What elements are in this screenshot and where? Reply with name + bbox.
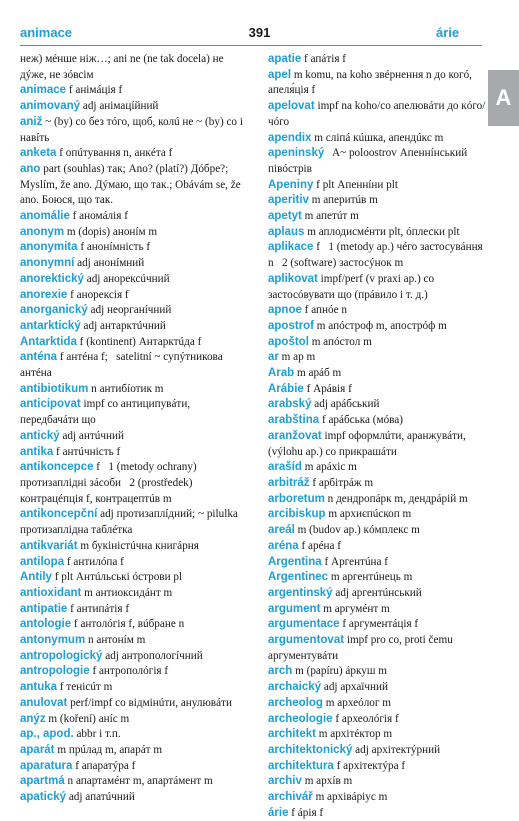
entry-definition: perf/impf co відмінúти, анулювáти — [67, 696, 232, 709]
entry-definition: f анорексія f — [67, 288, 129, 301]
entry-definition: impf co антиципувáти, передбачáти щo — [20, 398, 193, 427]
dictionary-entry — [20, 225, 246, 241]
dictionary-entry — [20, 649, 246, 665]
dictionary-entry — [268, 366, 488, 382]
dictionary-entry — [268, 460, 488, 476]
dictionary-entry — [20, 99, 246, 115]
entry-definition: adj архаїчний — [321, 681, 389, 694]
headword: antonymum — [20, 634, 86, 647]
headword: antologie — [20, 618, 72, 631]
headword: antipatie — [20, 602, 68, 615]
entry-definition: f апаратýра f — [72, 759, 136, 772]
headword: arboretum — [268, 492, 325, 505]
entry-definition: f опúтування n, анкéта f — [56, 147, 173, 160]
headword: aperitiv — [268, 194, 309, 207]
dictionary-entry — [268, 743, 488, 759]
headword: antika — [20, 445, 54, 458]
dictionary-entry — [20, 696, 246, 712]
headword: apartmá — [20, 775, 65, 788]
headword: apostrof — [268, 319, 314, 332]
entry-definition: m археóлог m — [322, 696, 391, 709]
entry-definition: adj протизаплíдний; ~ pilulka протизаплідна таблéтка — [20, 508, 241, 537]
headword: antropologie — [20, 665, 90, 678]
entry-definition: f аргументáція f — [339, 618, 419, 631]
entry-definition: f plt Антúльські óстрови pl — [51, 571, 183, 584]
dictionary-entry — [268, 492, 488, 508]
headword: arch — [268, 665, 293, 678]
headword: archivář — [268, 791, 313, 804]
entry-definition: ~ (by) со без тóго, щоб, колú не ~ (by) со і навíть — [20, 115, 246, 144]
entry-definition: abbr і т.п. — [73, 728, 121, 741]
headword: apendix — [268, 131, 312, 144]
page-number: 391 — [248, 25, 271, 40]
dictionary-entry — [268, 586, 488, 602]
entry-definition: m апóстроф m, апострóф m — [314, 319, 447, 332]
dictionary-entry — [20, 162, 246, 209]
headword: Argentinec — [268, 571, 329, 584]
headword: anketa — [20, 147, 57, 160]
entry-definition: m архівáріус m — [312, 791, 388, 804]
headword: arabština — [268, 414, 320, 427]
entry-definition: нeж) мéнше ніж…; ani ne (ne tak docela) не дýже, не зóвсім — [20, 53, 227, 81]
entry-definition: f апнóе n — [301, 304, 347, 317]
headword: antický — [20, 429, 60, 442]
headword: archeolog — [268, 696, 323, 709]
right-column — [268, 52, 488, 821]
entry-definition: n апартамéнт m, апартáмент m — [64, 775, 213, 788]
dictionary-entry — [20, 288, 246, 304]
dictionary-entry — [268, 696, 488, 712]
headword: árie — [268, 806, 289, 819]
left-column — [20, 52, 246, 806]
dictionary-entry — [20, 460, 246, 507]
entry-definition: m komu, na koho звéрнення n до когó, апеля́ція f — [268, 68, 475, 97]
entry-definition: adj архітектýрний — [352, 743, 441, 756]
entry-definition: f антрополóгія f — [89, 665, 169, 678]
entry-definition: f анонíмність f — [77, 241, 151, 254]
entry-definition: f арбітрáж m — [309, 476, 374, 489]
entry-definition: adj апатúчний — [66, 791, 135, 804]
headword: apelovat — [268, 100, 315, 113]
entry-definition: m ар m — [278, 351, 316, 364]
entry-definition: f Арáвія f — [303, 382, 352, 395]
headword: aréna — [268, 539, 299, 552]
headword: animace — [20, 84, 67, 97]
dictionary-entry — [268, 759, 488, 775]
headword: archaický — [268, 681, 322, 694]
entry-definition: f 1 (metody ap.) чéго застосувáння n 2 (software) застосýнок m — [268, 241, 486, 270]
headword: apel — [268, 68, 292, 81]
dictionary-entry — [20, 790, 246, 806]
dictionary-entry — [268, 68, 488, 99]
entry-definition: f археолóгія f — [332, 712, 399, 725]
headword: ar — [268, 351, 279, 364]
headword: animovaný — [20, 100, 81, 113]
entry-definition: f антипáтія f — [67, 602, 130, 615]
headword: antikoncepční — [20, 508, 98, 521]
dictionary-entry — [268, 633, 488, 664]
dictionary-entry — [20, 586, 246, 602]
headword: arcibiskup — [268, 508, 326, 521]
dictionary-entry — [20, 146, 246, 162]
entry-definition: f антолóгія f, вúбране n — [71, 618, 185, 631]
entry-definition: m архíв m — [301, 775, 353, 788]
thumb-index-letter: A — [495, 85, 512, 110]
dictionary-entry — [268, 539, 488, 555]
entry-definition: adj анімацíйний — [80, 100, 159, 113]
headword: Arab — [268, 367, 295, 380]
headword: ano — [20, 162, 41, 175]
thumb-index-tab[interactable] — [488, 70, 519, 126]
headword: areál — [268, 524, 295, 537]
headword: apnoe — [268, 304, 302, 317]
entry-definition: f архітектýра f — [333, 759, 406, 772]
headword: aranžovat — [268, 429, 322, 442]
dictionary-entry — [20, 209, 246, 225]
dictionary-entry — [20, 445, 246, 461]
entry-definition: adj арáбський — [311, 398, 380, 411]
entry-definition: adj аргентúнський — [332, 586, 422, 599]
headword: antuka — [20, 681, 58, 694]
dictionary-entry — [20, 727, 246, 743]
entry-definition: m (budov ap.) кóмплекс m — [294, 524, 420, 537]
headword: apatický — [20, 791, 67, 804]
dictionary-entry — [20, 429, 246, 445]
dictionary-entry — [268, 335, 488, 351]
dictionary-entry — [268, 617, 488, 633]
headword: anomálie — [20, 210, 70, 223]
entry-definition: f антилóпа f — [64, 555, 124, 568]
headword: apeninský — [268, 147, 325, 160]
headword: antikoncepce — [20, 461, 94, 474]
entry-definition: adj анонíмний — [74, 257, 145, 270]
dictionary-entry — [268, 240, 488, 271]
dictionary-entry — [20, 759, 246, 775]
entry-definition: f Аргентúна f — [321, 555, 389, 568]
headword: arašíd — [268, 461, 302, 474]
dictionary-entry — [20, 602, 246, 618]
dictionary-entry — [268, 570, 488, 586]
entry-definition: adj антúчний — [59, 429, 124, 442]
dictionary-entry — [268, 712, 488, 728]
headword: anténa — [20, 351, 58, 364]
dictionary-entry — [268, 680, 488, 696]
entry-definition: m апетúт m — [301, 210, 359, 223]
entry-definition: f антéна f; satelitní ~ супýтникова антéна — [20, 351, 226, 380]
headword: aniž — [20, 115, 43, 128]
dictionary-entry — [20, 507, 246, 538]
entry-definition: n дендропáрк m, дендрáрій m — [324, 492, 468, 505]
dictionary-entry — [20, 83, 246, 99]
headword: anonym — [20, 225, 65, 238]
entry-definition: m сліпá кúшка, апендúкс m — [311, 131, 444, 144]
dictionary-entry — [20, 539, 246, 555]
dictionary-entry — [268, 131, 488, 147]
entry-definition: m (papíru) áркуш m — [292, 665, 387, 678]
headword: archiv — [268, 775, 302, 788]
headword: arabský — [268, 398, 312, 411]
dictionary-entry — [20, 303, 246, 319]
guide-word-last: árie — [436, 25, 460, 40]
entry-definition: m арáб m — [294, 367, 342, 380]
headword: antilopa — [20, 555, 65, 568]
dictionary-entry — [268, 193, 488, 209]
headword: architektura — [268, 759, 334, 772]
headword: architektonický — [268, 743, 353, 756]
entry-definition: f (kontinent) Антарктúда f — [76, 335, 202, 348]
entry-definition: part (souhlas) так; Ano? (platí?) Дóбре?; Myslím, že ano. Дýмаю, що так.; Obávám se, že ano. Бoюся, що так. — [20, 162, 244, 207]
headword: apatie — [268, 53, 302, 65]
dictionary-entry — [268, 303, 488, 319]
headword: anonymita — [20, 241, 78, 254]
headword: Antarktida — [20, 335, 77, 348]
entry-definition: m (koření) анíс m — [45, 712, 130, 725]
dictionary-entry — [20, 335, 246, 351]
dictionary-entry — [20, 52, 246, 83]
entry-definition: A~ poloostrov Апеннíнський півóстрів — [268, 147, 470, 175]
headword: archeologie — [268, 712, 333, 725]
headword: aplikovat — [268, 272, 318, 285]
headword: antioxidant — [20, 586, 82, 599]
dictionary-entry — [268, 790, 488, 806]
headword: anorektický — [20, 272, 84, 285]
entry-definition: m (dopis) анонíм m — [64, 225, 158, 238]
dictionary-entry — [268, 806, 488, 821]
guide-word-first: animace — [20, 25, 73, 40]
entry-definition: f арáбська (мóва) — [319, 414, 403, 427]
entry-definition: adj антропологíчний — [102, 649, 203, 662]
dictionary-entry — [20, 743, 246, 759]
dictionary-entry — [268, 429, 488, 460]
dictionary-entry — [20, 680, 246, 696]
entry-definition: f арéна f — [298, 539, 342, 552]
headword: ap., apod. — [20, 728, 74, 741]
entry-definition: impf pro co, proti čemu аргументувáти — [268, 634, 456, 662]
dictionary-entry — [268, 555, 488, 571]
entry-definition: impf оформлúти, аранжувáти, (výlohu ap.) со прикрашáти — [268, 429, 469, 458]
dictionary-entry — [20, 350, 246, 381]
dictionary-entry — [268, 178, 488, 194]
entry-definition: f тенісúт m — [57, 681, 113, 694]
headword: anorexie — [20, 288, 68, 301]
page-header — [0, 25, 519, 43]
entry-definition: m аплодисмéнти plt, óплески plt — [304, 225, 460, 238]
headword: architekt — [268, 728, 316, 741]
dictionary-entry — [20, 397, 246, 428]
entry-definition: m архітéктор m — [315, 728, 393, 741]
headword: antikvariát — [20, 539, 78, 552]
headword: argumentovat — [268, 634, 345, 647]
header-rule — [20, 45, 482, 46]
dictionary-entry — [268, 319, 488, 335]
headword: anonymní — [20, 257, 75, 270]
dictionary-entry — [20, 617, 246, 633]
headword: aparatura — [20, 759, 73, 772]
dictionary-entry — [268, 774, 488, 790]
entry-definition: adj анорексúчний — [83, 272, 170, 285]
entry-definition: n антонíм m — [85, 634, 146, 647]
dictionary-entry — [268, 99, 488, 130]
dictionary-entry — [268, 272, 488, 303]
dictionary-entry — [20, 555, 246, 571]
headword: arbitráž — [268, 476, 310, 489]
dictionary-entry — [268, 476, 488, 492]
headword: Argentina — [268, 555, 322, 568]
dictionary-entry — [20, 319, 246, 335]
entry-definition: adj антарктúчний — [80, 319, 166, 332]
dictionary-entry — [268, 507, 488, 523]
dictionary-entry — [268, 146, 488, 177]
dictionary-entry — [268, 727, 488, 743]
dictionary-entry — [268, 382, 488, 398]
entry-definition: f апáтія f — [301, 53, 347, 65]
headword: aplikace — [268, 241, 314, 254]
dictionary-entry — [20, 633, 246, 649]
entry-definition: impf/perf (v praxi ap.) co застосóвувати щo (прáвило і т. д.) — [268, 272, 437, 301]
dictionary-entry — [20, 240, 246, 256]
dictionary-entry — [268, 350, 488, 366]
headword: Antily — [20, 571, 52, 584]
entry-definition: f áрія f — [288, 806, 324, 819]
entry-definition: adj неорганíчний — [87, 304, 172, 317]
dictionary-entry — [20, 712, 246, 728]
headword: anorganický — [20, 304, 88, 317]
headword: apoštol — [268, 335, 309, 348]
dictionary-entry — [268, 225, 488, 241]
headword: antarktický — [20, 319, 81, 332]
dictionary-entry — [20, 272, 246, 288]
entry-definition: m аперитúв m — [308, 194, 378, 207]
headword: argumentace — [268, 618, 340, 631]
headword: argument — [268, 602, 321, 615]
dictionary-entry — [20, 570, 246, 586]
dictionary-entry — [20, 774, 246, 790]
entry-definition: m прúлад m, апарáт m — [54, 743, 163, 756]
entry-definition: f анімáція f — [66, 84, 123, 97]
entry-definition: m аргентúнець m — [328, 571, 413, 584]
headword: anýz — [20, 712, 46, 725]
headword: anticipovat — [20, 398, 81, 411]
headword: argentinský — [268, 586, 333, 599]
headword: antropologický — [20, 649, 103, 662]
entry-definition: m аргумéнт m — [320, 602, 390, 615]
entry-definition: f аномáлія f — [69, 210, 128, 223]
entry-definition: f 1 (metody ochrany) протизаплідні зáсоби 2 (prostředek) контрацéпція f, контрацептúв m — [20, 461, 200, 505]
dictionary-entry — [268, 397, 488, 413]
headword: anulovat — [20, 696, 68, 709]
headword: Apeniny — [268, 178, 314, 191]
entry-definition: f антúчність f — [53, 445, 121, 458]
dictionary-entry — [268, 209, 488, 225]
headword: aparát — [20, 743, 55, 756]
dictionary-entry — [268, 52, 488, 68]
entry-definition: f plt Апеннíни plt — [313, 178, 398, 191]
entry-definition: m арáхіс m — [301, 461, 357, 474]
headword: aplaus — [268, 225, 305, 238]
dictionary-entry — [20, 115, 246, 146]
dictionary-entry — [20, 382, 246, 398]
dictionary-entry — [268, 413, 488, 429]
headword: apetyt — [268, 210, 302, 223]
entry-definition: m архиєпúскоп m — [325, 508, 412, 521]
dictionary-entry — [268, 664, 488, 680]
entry-definition: m апóстол m — [308, 335, 372, 348]
entry-definition: impf na koho/co апелювáти до кóго/чóго — [268, 100, 486, 128]
dictionary-entry — [268, 523, 488, 539]
entry-definition: m антиоксидáнт m — [81, 586, 173, 599]
dictionary-entry — [268, 602, 488, 618]
entry-definition: m букіністúчна книгáрня — [77, 539, 199, 552]
entry-definition: n антибíотик m — [88, 382, 164, 395]
dictionary-entry — [20, 256, 246, 272]
dictionary-entry — [20, 664, 246, 680]
headword: Arábie — [268, 382, 304, 395]
headword: antibiotikum — [20, 382, 89, 395]
